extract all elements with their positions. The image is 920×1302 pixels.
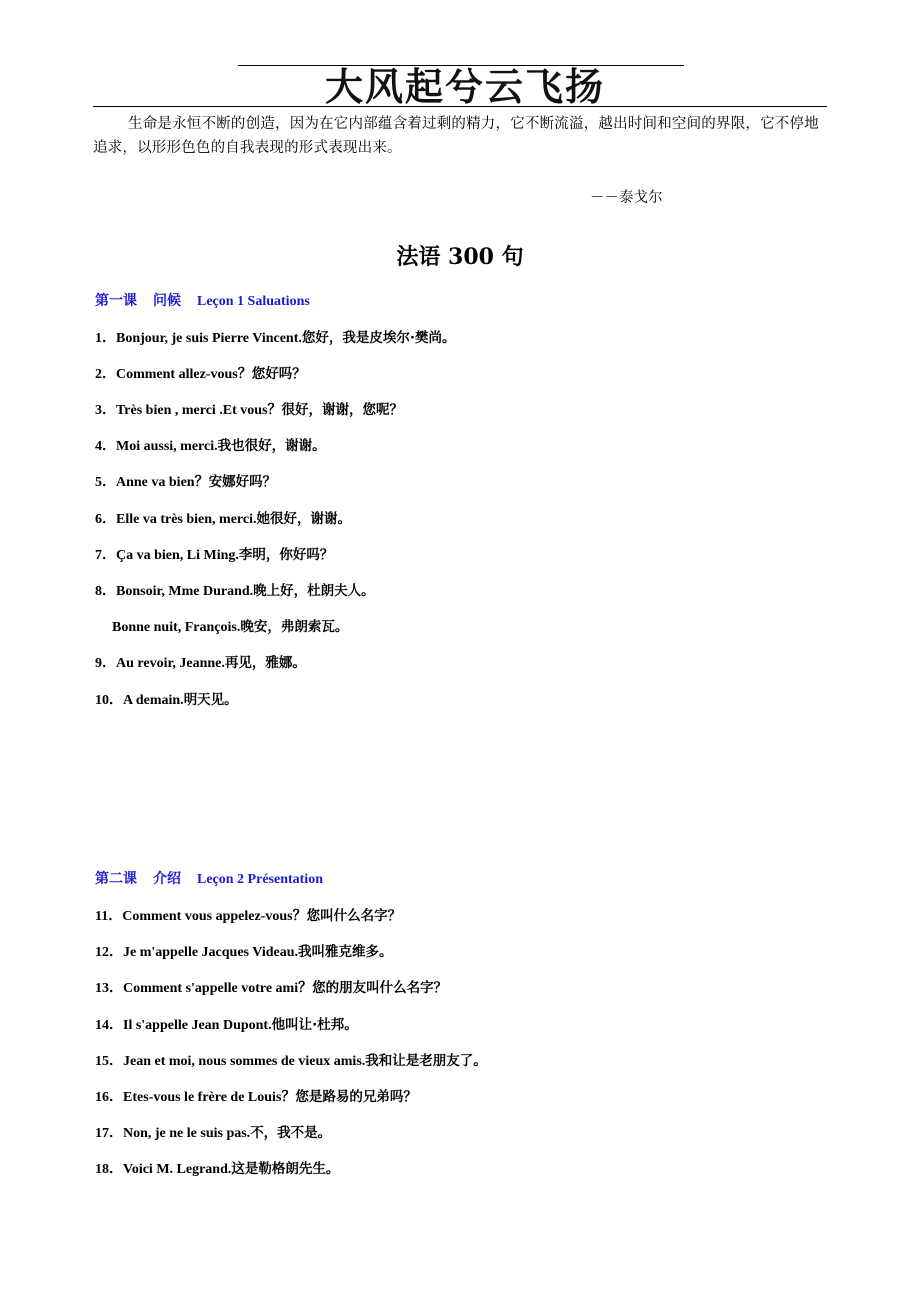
sentence-number: 3． <box>95 403 116 418</box>
lesson-topic: 介绍 <box>153 872 181 887</box>
sentence-french: Anne va bien？ <box>116 475 209 490</box>
banner-calligraphy-title: 大风起兮云飞扬 <box>324 64 605 109</box>
sentence-chinese: 晚上好，杜朗夫人。 <box>253 583 375 599</box>
sentence-french: Non, je ne le suis pas. <box>123 1126 251 1141</box>
sentence-number: 12． <box>95 945 123 960</box>
sentence-line <box>95 1157 339 1178</box>
sentence-chinese: 再见，雅娜。 <box>224 655 306 671</box>
sentence-chinese: 这是勒格朗先生。 <box>231 1161 340 1177</box>
sentence-line <box>95 940 393 961</box>
sentence-number: 8． <box>95 584 116 599</box>
sentence-number: 11． <box>95 909 123 924</box>
sentence-line <box>95 507 351 528</box>
epigraph-author: －－泰戈尔 <box>590 190 663 206</box>
sentence-number: 1． <box>95 331 116 346</box>
sentence-french: Bonne nuit, François. <box>112 620 241 635</box>
sentence-number: 17． <box>95 1126 123 1141</box>
sentence-french: Je m'appelle Jacques Videau. <box>123 945 299 960</box>
sentence-french: Il s'appelle Jean Dupont. <box>123 1018 272 1033</box>
lesson-french-title: Leçon 2 Présentation <box>197 872 323 887</box>
sentence-number: 10． <box>95 693 123 708</box>
sentence-chinese: 您好，我是皮埃尔·樊尚。 <box>301 330 456 346</box>
sentence-french: Elle va très bien, merci. <box>116 512 257 527</box>
document-title: 法语 300 句 <box>396 244 524 270</box>
sentence-french: Voici M. Legrand. <box>123 1162 232 1177</box>
sentence-chinese: 明天见。 <box>183 692 238 708</box>
sentence-line <box>95 1049 487 1070</box>
sentence-line <box>95 904 401 925</box>
sentence-line <box>95 398 403 419</box>
sentence-french: A demain. <box>123 693 184 708</box>
sentence-number: 16． <box>95 1090 123 1105</box>
sentence-number: 13． <box>95 981 123 996</box>
sentence-french: Bonsoir, Mme Durand. <box>116 584 254 599</box>
sentence-french: Comment allez-vous？ <box>116 367 252 382</box>
sentence-line <box>95 1121 331 1142</box>
sentence-number: 18． <box>95 1162 123 1177</box>
sentence-line <box>112 615 348 636</box>
sentence-french: Ça va bien, Li Ming. <box>116 548 239 563</box>
sentence-number: 5． <box>95 475 116 490</box>
sentence-chinese: 我和让是老朋友了。 <box>365 1053 487 1069</box>
sentence-line <box>95 579 375 600</box>
lesson-1-heading <box>95 290 310 310</box>
sentence-line <box>95 976 447 997</box>
banner-bottom-rule <box>93 106 827 107</box>
sentence-chinese: 不，我不是。 <box>250 1125 332 1141</box>
sentence-number: 4． <box>95 439 116 454</box>
sentence-chinese: 我也很好，谢谢。 <box>217 438 326 454</box>
sentence-chinese: 李明，你好吗？ <box>238 547 334 563</box>
sentence-chinese: 您的朋友叫什么名字？ <box>312 980 448 996</box>
lesson-number: 第二课 <box>95 872 137 887</box>
lesson-number: 第一课 <box>95 294 137 309</box>
sentence-line <box>95 434 326 455</box>
sentence-french: Bonjour, je suis Pierre Vincent. <box>116 331 302 346</box>
sentence-number: 6． <box>95 512 116 527</box>
sentence-french: Au revoir, Jeanne. <box>116 656 225 671</box>
lesson-2-heading <box>95 868 323 888</box>
sentence-french: Moi aussi, merci. <box>116 439 218 454</box>
sentence-chinese: 很好，谢谢，您呢？ <box>281 402 404 418</box>
sentence-number: 9． <box>95 656 116 671</box>
sentence-french: Très bien , merci .Et vous？ <box>116 403 282 418</box>
sentence-chinese: 安娜好吗？ <box>208 474 277 490</box>
sentence-number: 7． <box>95 548 116 563</box>
lesson-topic: 问候 <box>153 294 181 309</box>
sentence-line <box>95 543 333 564</box>
sentence-number: 14． <box>95 1018 123 1033</box>
sentence-chinese: 您好吗？ <box>251 366 306 382</box>
sentence-line <box>95 362 306 383</box>
sentence-line <box>95 651 306 672</box>
sentence-line <box>95 688 238 709</box>
sentence-chinese: 他叫让·杜邦。 <box>271 1017 358 1033</box>
sentence-chinese: 她很好，谢谢。 <box>256 511 351 527</box>
sentence-line <box>95 1085 417 1106</box>
epigraph-quote: 生命是永恒不断的创造，因为在它内部蕴含着过剩的精力，它不断流溢，越出时间和空间的界限，它不停地追求，以形形色色的自我表现的形式表现出来。 <box>93 116 819 156</box>
sentence-french: Comment s'appelle votre ami？ <box>123 981 313 996</box>
sentence-line <box>95 326 456 347</box>
sentence-french: Comment vous appelez-vous？ <box>122 909 307 924</box>
sentence-line <box>95 470 276 491</box>
sentence-chinese: 我叫雅克维多。 <box>298 944 393 960</box>
sentence-line <box>95 1013 358 1034</box>
sentence-chinese: 晚安，弗朗索瓦。 <box>240 619 349 635</box>
lesson-french-title: Leçon 1 Saluations <box>197 294 310 309</box>
sentence-chinese: 您叫什么名字？ <box>306 908 402 924</box>
sentence-number: 15． <box>95 1054 123 1069</box>
sentence-french: Etes-vous le frère de Louis？ <box>123 1090 296 1105</box>
sentence-number: 2． <box>95 367 116 382</box>
sentence-chinese: 您是路易的兄弟吗？ <box>295 1089 417 1105</box>
sentence-french: Jean et moi, nous sommes de vieux amis. <box>123 1054 366 1069</box>
